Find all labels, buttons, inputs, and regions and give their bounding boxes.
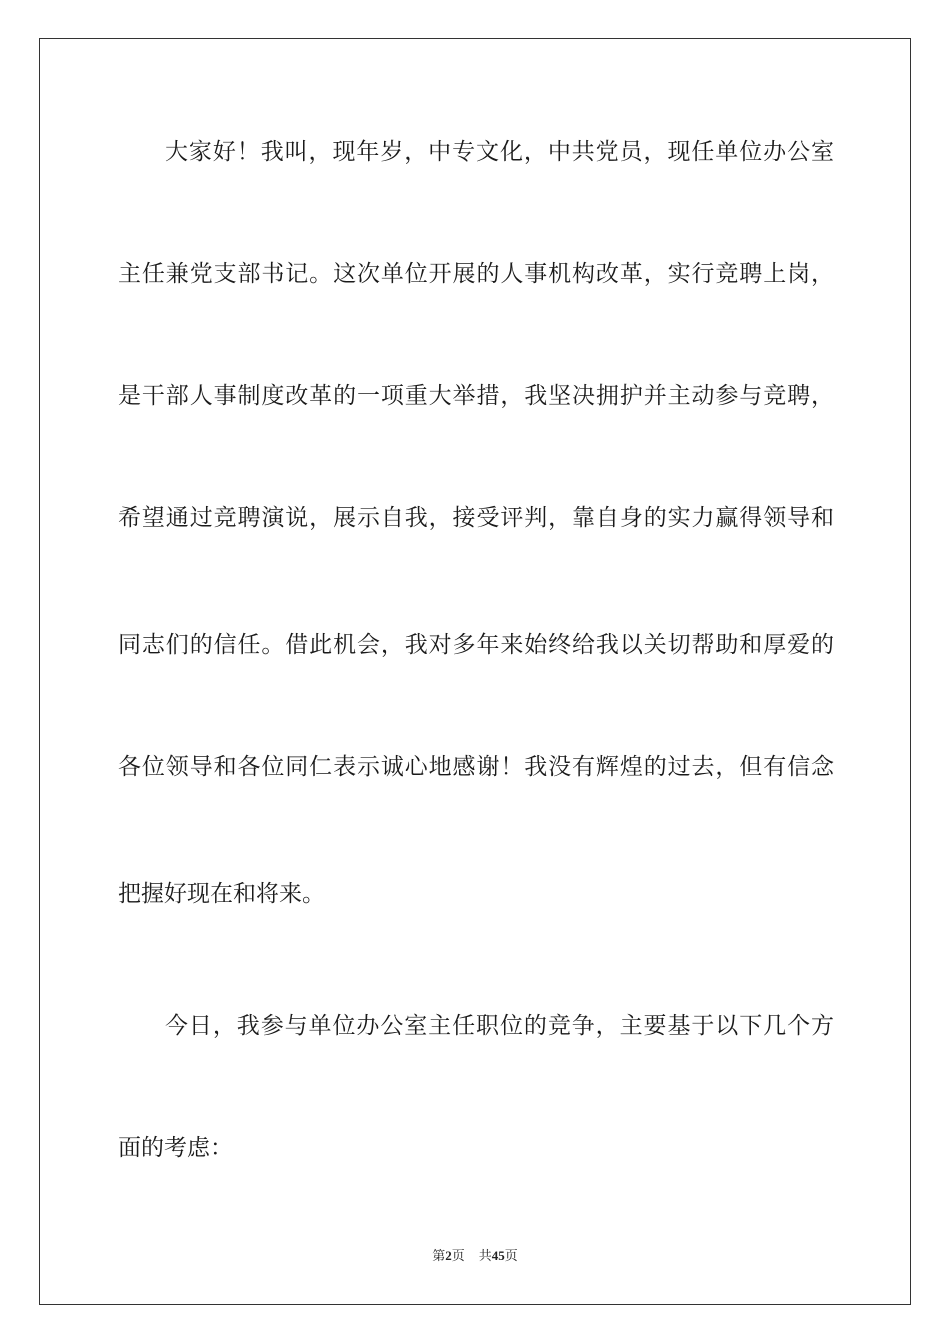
footer-page-suffix: 页	[451, 1248, 465, 1263]
paragraph-1-line-5: 同志们的信任。借此机会，我对多年来始终给我以关切帮助和厚爱的	[118, 632, 834, 658]
paragraph-1-line-1: 大家好！我叫，现年岁，中专文化，中共党员，现任单位办公室	[165, 139, 834, 165]
footer-page-prefix: 第	[432, 1248, 446, 1263]
footer-total-prefix: 共	[478, 1248, 492, 1263]
footer-page-number: 2	[445, 1248, 452, 1263]
paragraph-1-line-6: 各位领导和各位同仁表示诚心地感谢！我没有辉煌的过去，但有信念	[118, 754, 834, 780]
paragraph-1-line-4: 希望通过竞聘演说，展示自我，接受评判，靠自身的实力赢得领导和	[118, 505, 834, 531]
paragraph-1-line-2: 主任兼党支部书记。这次单位开展的人事机构改革，实行竞聘上岗，	[118, 261, 834, 287]
page-frame	[39, 38, 911, 1305]
paragraph-2-line-1: 今日，我参与单位办公室主任职位的竞争，主要基于以下几个方	[165, 1013, 834, 1039]
paragraph-1-line-3: 是干部人事制度改革的一项重大举措，我坚决拥护并主动参与竞聘，	[118, 383, 834, 409]
paragraph-2-line-2: 面的考虑：	[118, 1135, 233, 1161]
footer-total-pages: 45	[491, 1248, 505, 1263]
page-footer	[0, 1247, 950, 1265]
paragraph-1-line-7: 把握好现在和将来。	[118, 881, 325, 907]
footer-total-suffix: 页	[504, 1248, 518, 1263]
